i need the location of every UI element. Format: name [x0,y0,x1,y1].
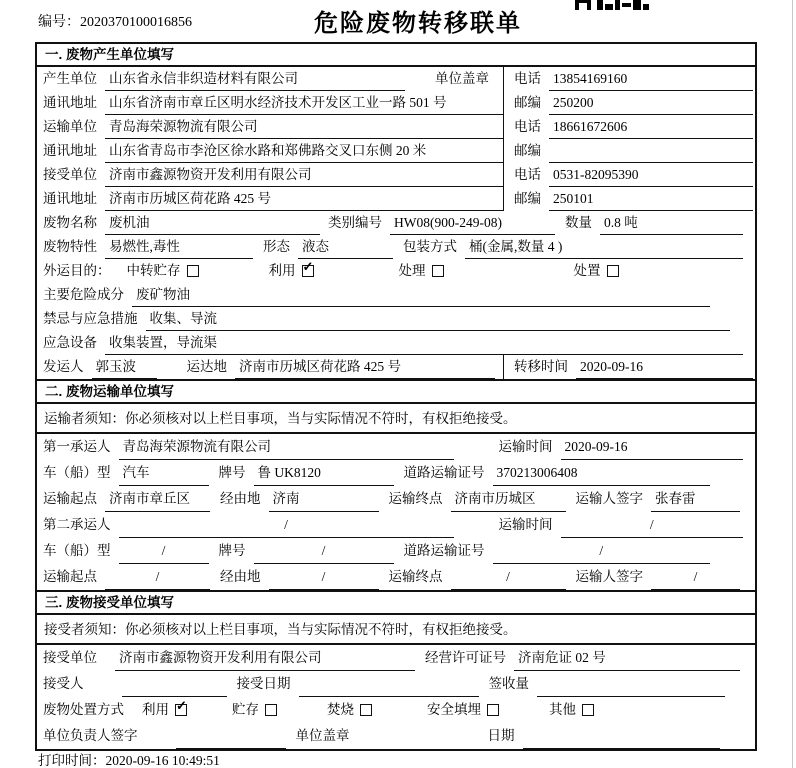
field-label: 接受单位 [43,167,97,182]
spacer [495,355,503,379]
serial-value: 2020370100016856 [80,15,192,30]
transport-time-label: 运输时间 [498,517,553,532]
producer-address-value: 山东省济南市章丘区明水经济技术开发区工业一路 501 号 [105,91,503,115]
responsible-sign-value [176,723,286,749]
field-label: 单位负责人签字 [43,728,138,743]
plate-value: / [254,538,394,564]
transfer-time-label: 转移时间 [514,359,568,374]
quantity-value: 0.8 吨 [600,211,743,235]
receive-date-label: 接受日期 [236,676,291,691]
purpose-label: 外运目的： [43,263,111,278]
transfer-time-value: 2020-09-16 [576,355,753,379]
transport-time-value: 2020-09-16 [561,434,744,460]
checkbox-transfer-storage [187,265,199,277]
field-label: 车（船）型 [43,465,111,480]
transporter-notice: 运输者须知：你必须核对以上栏目事项，当与实际情况不符时，有权拒绝接受。 [37,404,755,434]
producer-zip-value: 250200 [549,91,753,115]
phone-label: 电话 [514,167,541,182]
option-incinerate [327,697,372,723]
waste-name-row [37,211,755,235]
quantity-label: 数量 [565,215,592,230]
checkbox-utilize [302,265,314,277]
disposal-label: 废物处置方式 [43,702,124,717]
option-label: 安全填埋 [427,702,481,717]
field-label: 第二承运人 [43,517,111,532]
form-state-label: 形态 [263,239,290,254]
producer-address-row [37,91,755,115]
waste-name-value: 废机油 [105,211,320,235]
field-label: 废物特性 [43,239,97,254]
receiver-person-value [122,671,227,697]
form-title: 危险废物转移联单 [314,10,522,37]
field-label: 运输起点 [43,569,97,584]
transporter-unit-row [37,115,755,139]
vehicle-type-value: 汽车 [119,460,209,486]
origin-value: 济南市章丘区 [105,486,210,512]
via-label: 经由地 [220,491,261,506]
transporter-address-value: 山东省青岛市李沧区徐水路和郑佛路交叉口东侧 20 米 [105,139,503,163]
page-edge-line [792,0,793,768]
receiver-unit-row [37,163,755,187]
receiver-address-row [37,187,755,211]
plate-label: 牌号 [218,543,246,558]
packing-label: 包装方式 [403,239,457,254]
checkbox-incinerate [360,704,372,716]
field-label: 运输起点 [43,491,97,506]
dispatch-row [37,355,755,379]
section-producer [37,44,755,379]
field-label: 运输单位 [43,119,97,134]
received-qty-value [537,671,725,697]
receiving-unit-value: 济南市鑫源物资开发利用有限公司 [115,645,415,671]
zip-zone [503,139,755,163]
field-label: 通讯地址 [43,191,97,206]
field-label: 车（船）型 [43,543,111,558]
checkbox-dispose [607,265,619,277]
transporter-phone-value: 18661672606 [549,115,753,139]
via-label: 经由地 [220,569,261,584]
taboo-measures-row [37,307,755,331]
field-label: 接受单位 [43,650,97,665]
phone-label: 电话 [514,119,541,134]
transport-time-label: 运输时间 [498,439,553,454]
field-label: 通讯地址 [43,143,97,158]
second-carrier-value: / [119,512,454,538]
option-label: 中转贮存 [126,263,181,278]
phone-zone [503,67,755,91]
category-label: 类别编号 [328,215,382,230]
end-label: 运输终点 [388,569,443,584]
print-time [38,749,220,768]
plate-value: 鲁 UK8120 [254,460,394,486]
option-transfer-storage [127,259,199,283]
responsible-sign-row [37,723,755,749]
end-label: 运输终点 [388,491,443,506]
unit-seal-label: 单位盖章 [435,71,489,86]
via-value: / [269,564,379,590]
carrier-sign-label: 运输人签字 [575,569,643,584]
hazard-value: 废矿物油 [132,283,710,307]
field-label: 应急设备 [43,335,97,350]
dispatcher-value: 郭玉波 [92,355,157,379]
hazard-component-row [37,283,755,307]
transporter-zip-value [549,139,753,163]
vehicle2-row [37,538,755,564]
serial-label: 编号： [38,15,80,30]
phone-label: 电话 [514,71,541,86]
transporter-address-row [37,139,755,163]
checkbox-treat [432,265,444,277]
vehicle1-row [37,460,755,486]
field-label: 禁忌与应急措施 [43,311,138,326]
carrier-sign-label: 运输人签字 [575,491,643,506]
field-label: 废物名称 [43,215,97,230]
checkbox-landfill [487,704,499,716]
checkbox-utilize [175,704,187,716]
field-label: 产生单位 [43,71,97,86]
phone-zone [503,163,755,187]
receive-date-value [299,671,479,697]
qr-code-fragment [575,0,655,11]
checkbox-other [582,704,594,716]
option-other [549,697,594,723]
receiving-unit-row [37,645,755,671]
unit-seal-label: 单位盖章 [295,728,350,743]
receiver-person-row [37,671,755,697]
packing-value: 桶(金属,数量 4 ) [465,235,743,259]
option-landfill [427,697,499,723]
character-value: 易燃性,毒性 [105,235,253,259]
field-label: 通讯地址 [43,95,97,110]
origin-value: / [105,564,210,590]
phone-zone [503,115,755,139]
zip-label: 邮编 [514,95,541,110]
category-value: HW08(900-249-08) [390,211,555,235]
manifest-form [35,42,757,751]
producer-unit-row [37,67,755,91]
second-carrier-row [37,512,755,538]
carrier-sign-value: / [651,564,740,590]
zip-zone [503,187,755,211]
option-label: 其他 [549,702,576,717]
transfer-time-zone [503,355,755,379]
route2-row [37,564,755,590]
route1-row [37,486,755,512]
document-header [0,0,796,42]
zip-zone [503,91,755,115]
date-label: 日期 [487,728,515,743]
road-license-label: 道路运输证号 [403,465,485,480]
form-state-value: 液态 [298,235,393,259]
disposal-method-row [37,697,755,723]
option-storage [232,697,277,723]
field-label: 第一承运人 [43,439,111,454]
carrier-sign-value: 张春雷 [651,486,740,512]
end-value: / [451,564,566,590]
producer-name-value: 山东省永信非织造材料有限公司 [105,67,405,91]
option-label: 利用 [142,702,169,717]
field-label: 主要危险成分 [43,287,124,302]
option-utilize [269,259,314,283]
receiver-notice: 接受者须知：你必须核对以上栏目事项，当与实际情况不符时，有权拒绝接受。 [37,615,755,645]
destination-label: 运达地 [186,359,227,374]
permit-label: 经营许可证号 [425,650,506,665]
vehicle-type-value: / [119,538,209,564]
section-transporter [37,379,755,590]
transport-time-value: / [561,512,744,538]
equipment-value: 收集装置，导流渠 [105,331,743,355]
zip-label: 邮编 [514,143,541,158]
option-label: 处置 [573,263,601,278]
transporter-name-value: 青岛海荣源物流有限公司 [105,115,503,139]
section1-header: 一. 废物产生单位填写 [37,44,755,67]
field-label: 接受人 [43,676,84,691]
option-label: 处理 [398,263,426,278]
emergency-equipment-row [37,331,755,355]
receiver-address-value: 济南市历城区荷花路 425 号 [105,187,503,211]
end-value: 济南市历城区 [451,486,566,512]
dispatcher-label: 发运人 [43,359,84,374]
via-value: 济南 [269,486,379,512]
receiver-zip-value: 250101 [549,187,753,211]
first-carrier-row [37,434,755,460]
receiver-name-value: 济南市鑫源物资开发利用有限公司 [105,163,503,187]
option-utilize [142,697,187,723]
road-license-label: 道路运输证号 [403,543,485,558]
road-license-value: 370213006408 [493,460,711,486]
section3-header: 三. 废物接受单位填写 [37,592,755,615]
waste-character-row [37,235,755,259]
received-qty-label: 签收量 [488,676,529,691]
permit-value: 济南危证 02 号 [514,645,740,671]
first-carrier-value: 青岛海荣源物流有限公司 [119,434,454,460]
option-label: 利用 [268,263,296,278]
outbound-purpose-row [37,259,755,283]
print-time-value: 2020-09-16 10:49:51 [105,753,220,768]
option-treat [399,259,444,283]
road-license-value: / [493,538,711,564]
plate-label: 牌号 [218,465,246,480]
receiver-phone-value: 0531-82095390 [549,163,753,187]
option-label: 焚烧 [327,702,354,717]
zip-label: 邮编 [514,191,541,206]
section2-header: 二. 废物运输单位填写 [37,381,755,404]
section-receiver [37,590,755,749]
date-value [523,723,721,749]
producer-phone-value: 13854169160 [549,67,753,91]
option-label: 贮存 [232,702,259,717]
destination-value: 济南市历城区荷花路 425 号 [235,355,495,379]
checkbox-storage [265,704,277,716]
taboo-value: 收集、导流 [146,307,731,331]
print-time-label: 打印时间： [38,753,106,768]
option-dispose [574,259,619,283]
